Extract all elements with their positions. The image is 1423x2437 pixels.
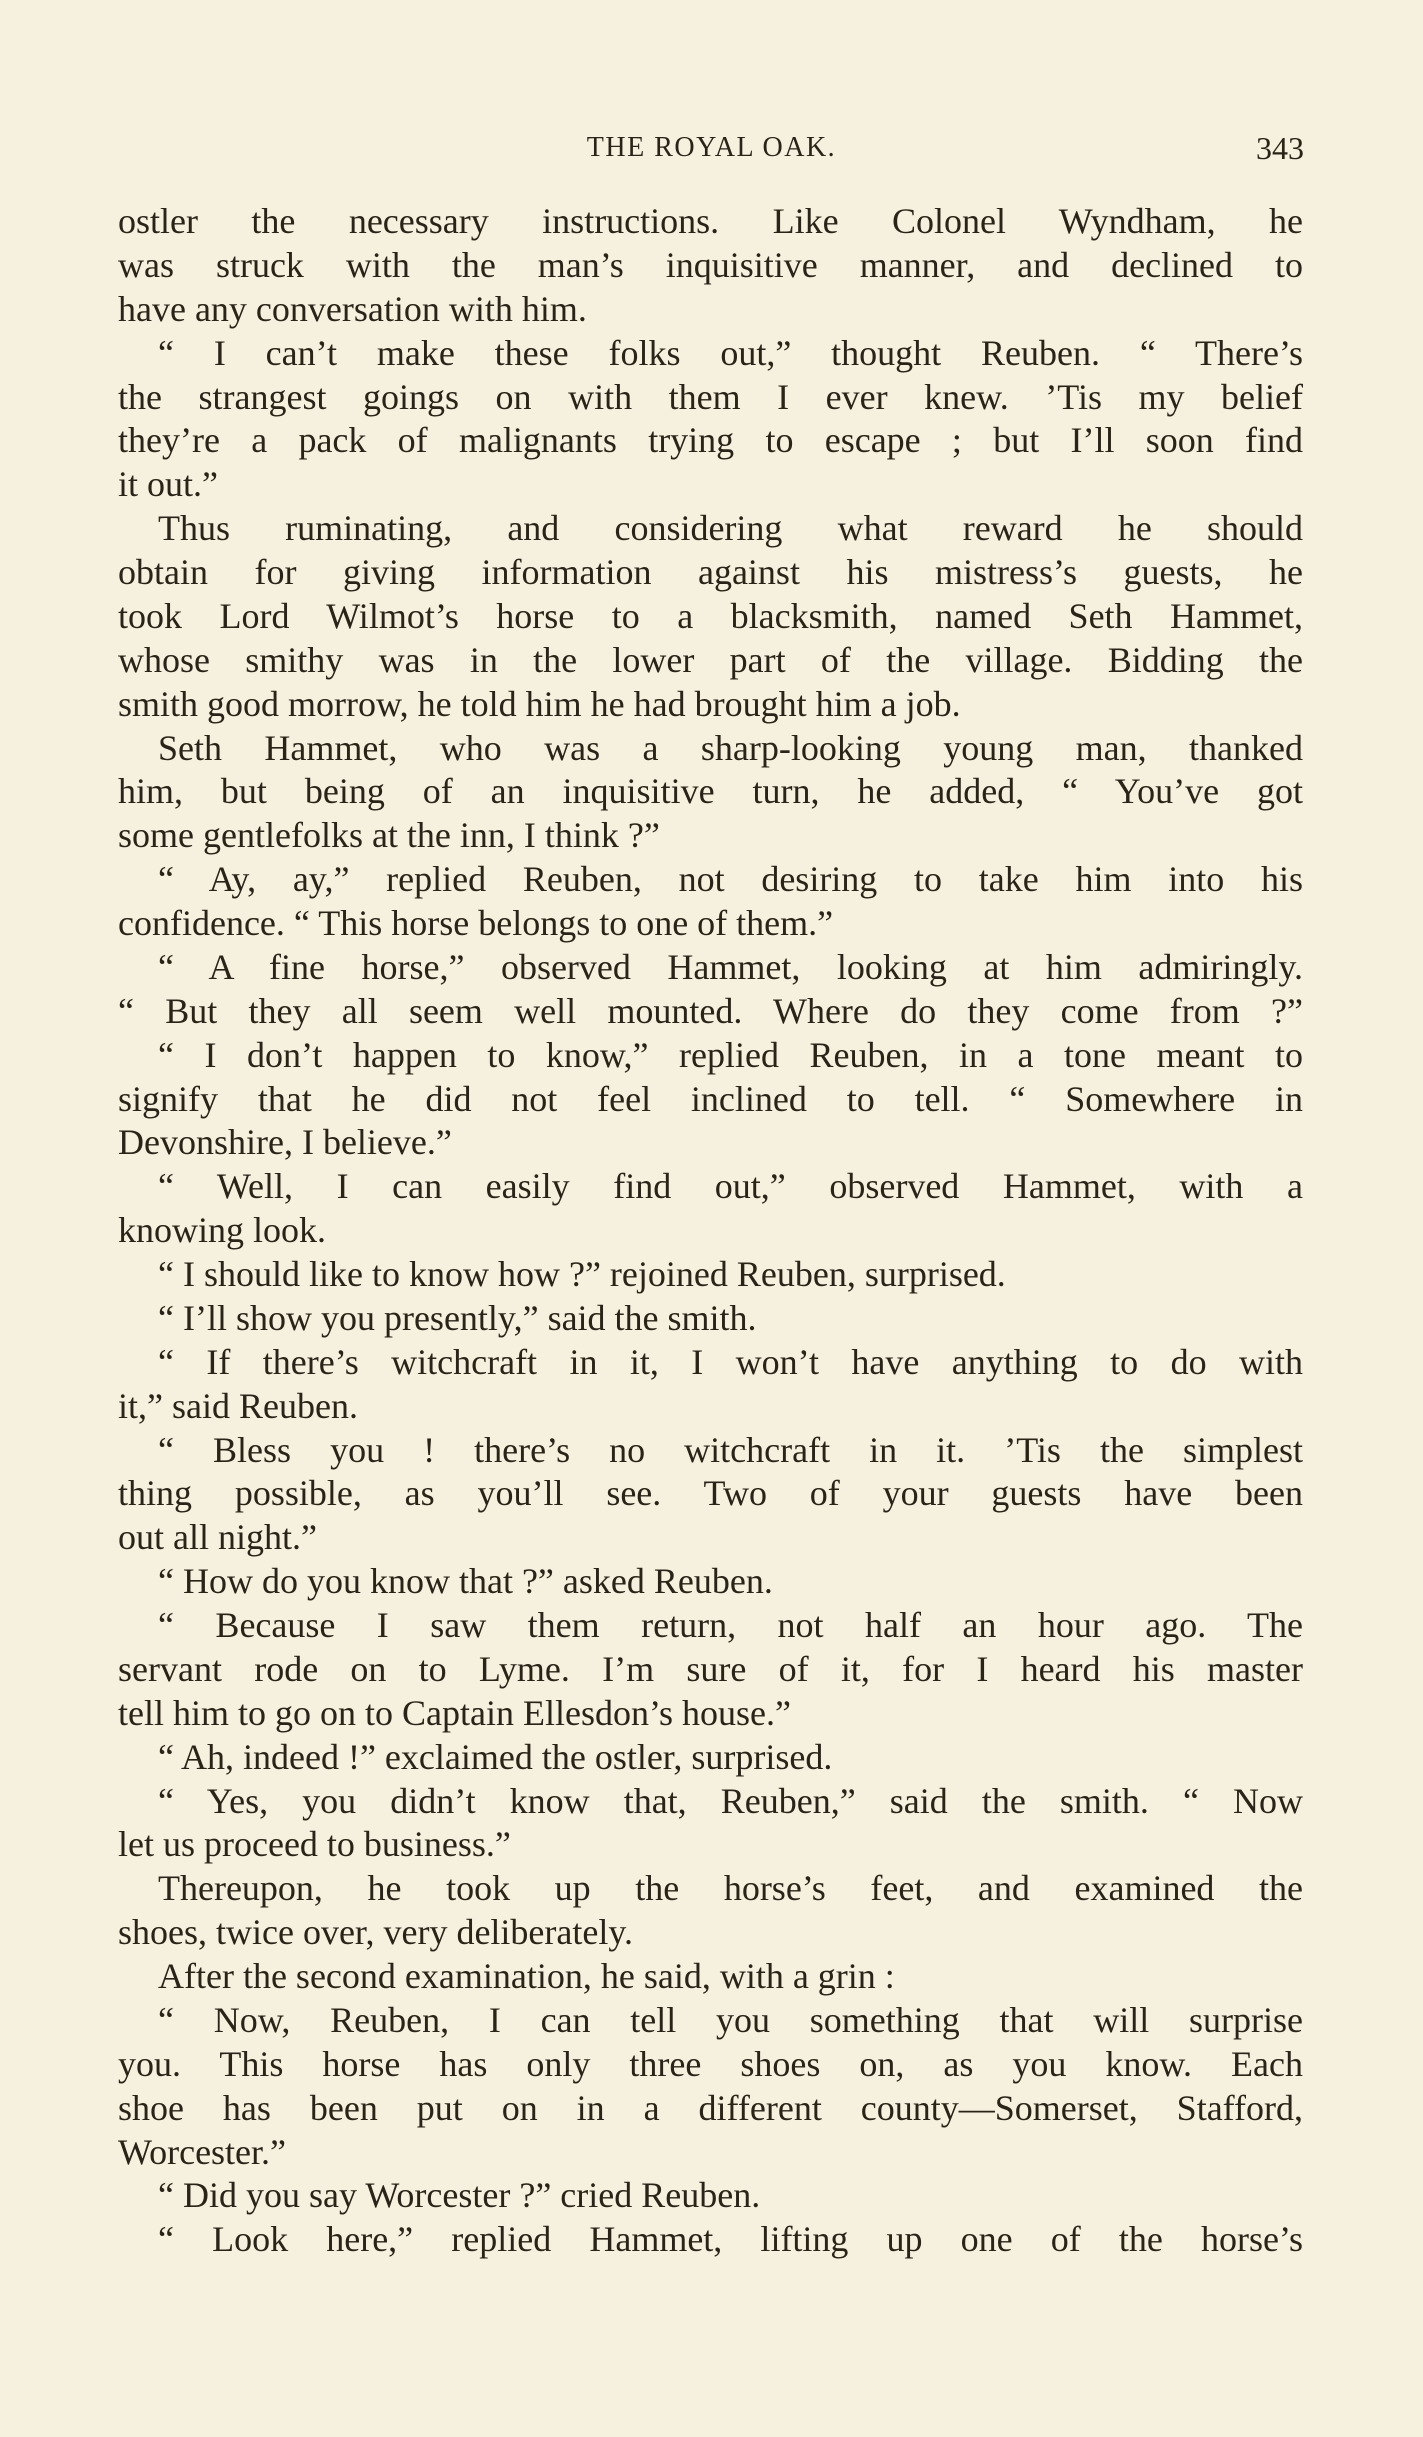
text-line: let us proceed to business.”	[118, 1824, 511, 1865]
text-line: was struck with the man’s inquisitive manner, and declined to	[118, 244, 1303, 285]
text-line: ostler the necessary instructions. Like Colonel Wyndham, he	[118, 201, 1303, 241]
text-line: “ Well, I can easily find out,” observed Hammet, with a	[158, 1166, 1303, 1207]
text-line: the strangest goings on with them I ever knew. ’Tis my belief	[118, 376, 1303, 417]
text-line: After the second examination, he said, with a grin :	[158, 1956, 895, 1996]
text-line: “ I should like to know how ?” rejoined Reuben, surprised.	[158, 1254, 1006, 1294]
text-line: tell him to go on to Captain Ellesdon’s house.”	[118, 1692, 791, 1733]
page-number: 343	[1256, 130, 1304, 166]
text-line: Seth Hammet, who was a sharp-looking young man, thanked	[158, 727, 1303, 768]
text-line: smith good morrow, he told him he had brought him a job.	[118, 683, 961, 724]
text-line: Thus ruminating, and considering what reward he should	[158, 508, 1303, 549]
text-line: Thereupon, he took up the horse’s feet, and examined the	[158, 1868, 1303, 1909]
text-line: “ Did you say Worcester ?” cried Reuben.	[158, 2175, 761, 2216]
text-line: “ Because I saw them return, not half an hour ago. The	[158, 1605, 1303, 1645]
text-line: it out.”	[118, 464, 218, 505]
text-line: knowing look.	[118, 1210, 327, 1251]
text-line: “ Bless you ! there’s no witchcraft in it. ’Tis the simplest	[158, 1429, 1303, 1470]
text-line: “ Now, Reuben, I can tell you something that will surprise	[158, 1999, 1303, 2040]
text-line: “ Look here,” replied Hammet, lifting up one of the horse’s	[158, 2219, 1303, 2260]
text-line: took Lord Wilmot’s horse to a blacksmith, named Seth Hammet,	[118, 595, 1303, 636]
text-line: him, but being of an inquisitive turn, he added, “ You’ve got	[118, 771, 1303, 812]
text-line: “ A fine horse,” observed Hammet, looking at him admiringly.	[158, 946, 1303, 987]
text-line: “ Ah, indeed !” exclaimed the ostler, surprised.	[158, 1736, 833, 1777]
text-line: they’re a pack of malignants trying to escape ; but I’ll soon find	[118, 420, 1303, 461]
text-line: “ I don’t happen to know,” replied Reuben, in a tone meant to	[158, 1034, 1303, 1075]
text-line: shoes, twice over, very deliberately.	[118, 1912, 634, 1953]
text-line: servant rode on to Lyme. I’m sure of it, for I heard his master	[118, 1648, 1303, 1689]
text-line: “ But they all seem well mounted. Where do they come from ?”	[118, 990, 1303, 1031]
text-line: “ If there’s witchcraft in it, I won’t have anything to do with	[158, 1341, 1303, 1382]
text-line: “ I’ll show you presently,” said the smith.	[158, 1297, 757, 1338]
text-line: “ Yes, you didn’t know that, Reuben,” said the smith. “ Now	[158, 1780, 1303, 1821]
text-line: some gentlefolks at the inn, I think ?”	[118, 815, 660, 856]
text-line: confidence. “ This horse belongs to one of them.”	[118, 903, 834, 943]
text-line: “ How do you know that ?” asked Reuben.	[158, 1561, 773, 1602]
text-line: thing possible, as you’ll see. Two of your guests have been	[118, 1473, 1303, 1514]
running-head	[0, 128, 1423, 168]
text-line: “ Ay, ay,” replied Reuben, not desiring to take him into his	[158, 859, 1303, 900]
text-line: signify that he did not feel inclined to tell. “ Somewhere in	[118, 1078, 1303, 1119]
text-line: whose smithy was in the lower part of the village. Bidding the	[118, 639, 1303, 680]
text-line: shoe has been put on in a different county—Somerset, Stafford,	[118, 2087, 1303, 2128]
text-line: out all night.”	[118, 1517, 317, 1558]
body-text	[118, 200, 1303, 2262]
text-line: obtain for giving information against his mistress’s guests, he	[118, 552, 1303, 592]
text-line: Devonshire, I believe.”	[118, 1122, 452, 1163]
text-line: Worcester.”	[118, 2131, 287, 2172]
running-title: THE ROYAL OAK.	[586, 132, 837, 163]
text-line: have any conversation with him.	[118, 288, 587, 329]
text-line: it,” said Reuben.	[118, 1385, 358, 1426]
text-line: “ I can’t make these folks out,” thought Reuben. “ There’s	[158, 332, 1303, 373]
text-line: you. This horse has only three shoes on, as you know. Each	[118, 2043, 1303, 2084]
